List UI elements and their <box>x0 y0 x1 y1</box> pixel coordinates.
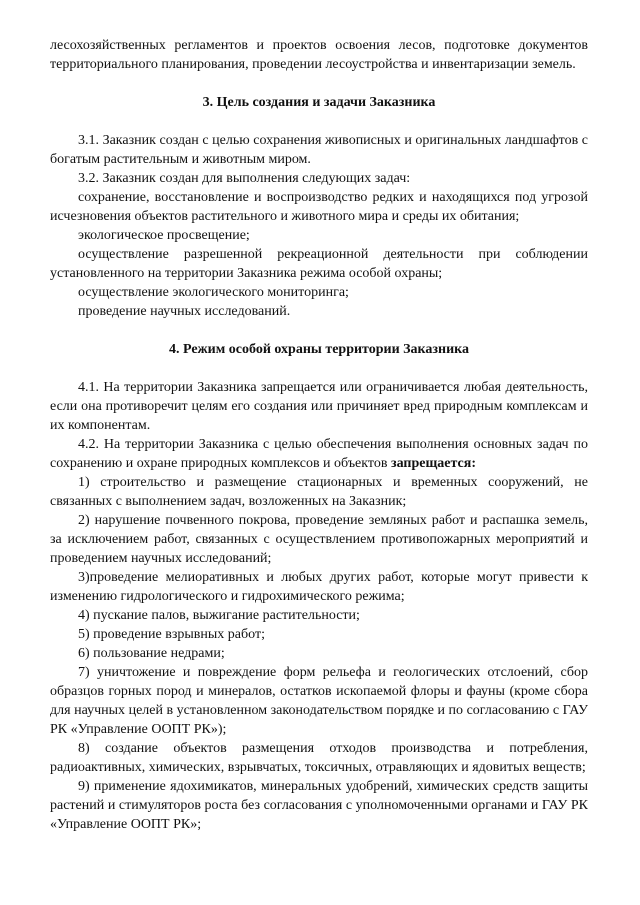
section-3-item: экологическое просвещение; <box>78 228 250 243</box>
prohibition-item: 9) применение ядохимикатов, минеральных удобрений, химических средств защиты растений и стимуляторов роста без согласования с уполномоченными органами и ГАУ РК «Управление ООПТ РК»; <box>50 779 588 832</box>
prohibition-item: 3)проведение мелиоративных и любых других работ, которые могут привести к изменению гидрологического и гидрохимического режима; <box>50 570 588 604</box>
paragraph-4-2-bold: запрещается: <box>390 456 476 471</box>
prohibition-item: 8) создание объектов размещения отходов производства и потребления, радиоактивных, химических, взрывчатых, токсичных, отравляющих и ядовитых веществ; <box>50 741 588 775</box>
section-3-heading: 3. Цель создания и задачи Заказника <box>202 95 436 110</box>
section-3-item: 3.1. Заказник создан с целью сохранения живописных и оригинальных ландшафтов с богатым растительным и животным миром. <box>50 133 588 167</box>
section-3-item: осуществление разрешенной рекреационной деятельности при соблюдении установленного на территории Заказника режима особой охраны; <box>50 247 588 281</box>
prohibition-item: 6) пользование недрами; <box>78 646 225 661</box>
prohibition-item: 7) уничтожение и повреждение форм рельефа и геологических отслоений, сбор образцов горных пород и минералов, остатков ископаемой флоры и фауны (кроме сбора для научных целей в установленном законодательством порядке и по согласованию с ГАУ РК «Управление ООПТ РК»); <box>50 665 588 737</box>
section-3-item: 3.2. Заказник создан для выполнения следующих задач: <box>78 171 411 186</box>
prohibition-item: 1) строительство и размещение стационарных и временных сооружений, не связанных с выполнением задач, возложенных на Заказник; <box>50 475 588 509</box>
prohibition-item: 5) проведение взрывных работ; <box>78 627 265 642</box>
paragraph-4-2 <box>50 435 588 473</box>
document-page <box>50 36 588 834</box>
section-3-item: проведение научных исследований. <box>78 304 291 319</box>
prohibition-item: 2) нарушение почвенного покрова, проведение земляных работ и распашка земель, за исключением работ, связанных с осуществлением противопожарных мероприятий и проведением научных исследований; <box>50 513 588 566</box>
paragraph-4-2-text: 4.2. На территории Заказника с целью обеспечения выполнения основных задач по сохранению и охране природных комплексов и объектов <box>50 437 588 471</box>
prohibition-item: 4) пускание палов, выжигание растительности; <box>78 608 360 623</box>
paragraph-4-1: 4.1. На территории Заказника запрещается или ограничивается любая деятельность, если она противоречит целям его создания или причиняет вред природным комплексам и их компонентам. <box>50 380 588 433</box>
section-3-item: осуществление экологического мониторинга; <box>78 285 349 300</box>
section-3-item: сохранение, восстановление и воспроизводство редких и находящихся под угрозой исчезновения объектов растительного и животного мира и среды их обитания; <box>50 190 588 224</box>
section-4-heading: 4. Режим особой охраны территории Заказника <box>168 342 470 357</box>
continuation-paragraph: лесохозяйственных регламентов и проектов освоения лесов, подготовке документов территориального планирования, проведении лесоустройства и инвентаризации земель. <box>50 38 588 72</box>
